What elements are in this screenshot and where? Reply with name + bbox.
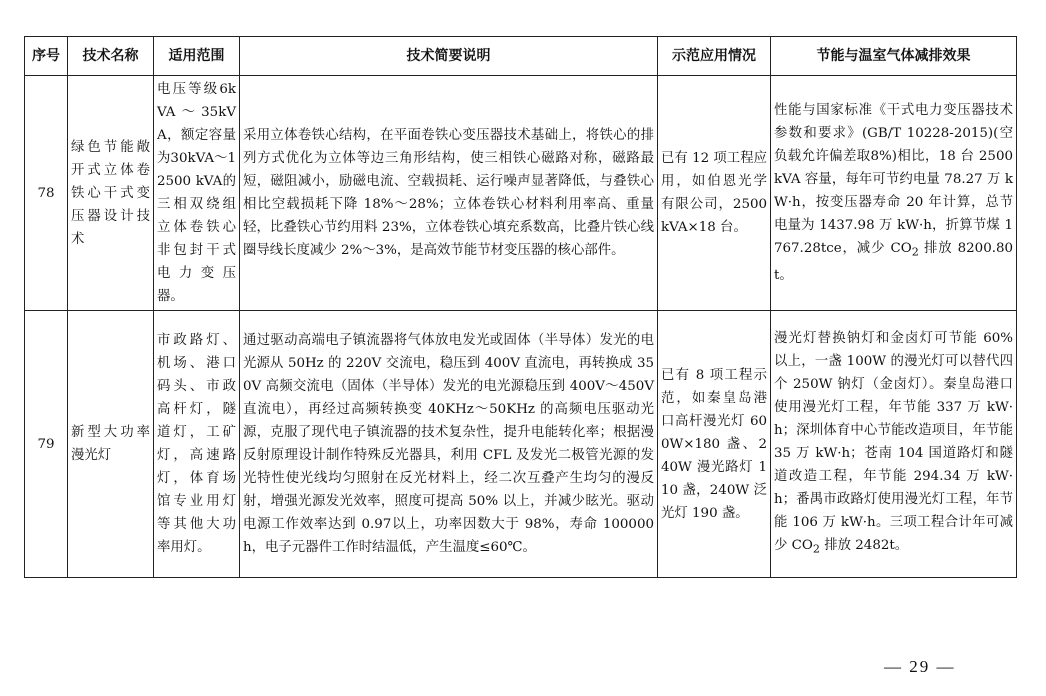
table-row — [25, 311, 1017, 578]
co2-subscript: 2 — [911, 245, 919, 259]
technology-table — [24, 36, 1017, 578]
header-no: 序号 — [25, 37, 68, 76]
row-no: 78 — [25, 76, 68, 311]
header-desc: 技术简要说明 — [240, 37, 658, 76]
row-effect — [771, 76, 1017, 311]
row-effect — [771, 311, 1017, 578]
row-name: 新型大功率漫光灯 — [68, 311, 154, 578]
row-demo: 已有 12 项工程应用，如伯恩光学有限公司，2500kVA×18 台。 — [658, 76, 771, 311]
effect-text-end: 排放 8200.80t。 — [774, 241, 1014, 283]
header-name: 技术名称 — [68, 37, 154, 76]
effect-text: 性能与国家标准《干式电力变压器技术参数和要求》(GB/T 10228-2015)(空负载允许偏差取8%)相比，18 台 2500kVA 容量，每年可节约电量 78.27 万 kW·h，按变压器寿命 20 年计算，总节电量为 1437.98 万 kW·h，折算节煤 1767.28tce，减少 CO — [774, 103, 1013, 257]
header-demo: 示范应用情况 — [658, 37, 771, 76]
header-effect: 节能与温室气体减排效果 — [771, 37, 1017, 76]
row-name: 绿色节能敞开式立体卷铁心干式变压器设计技术 — [68, 76, 154, 311]
effect-text-end: 排放 2482t。 — [819, 538, 909, 554]
effect-text: 漫光灯替换钠灯和金卤灯可节能 60% 以上，一盏 100W 的漫光灯可以替代四个 250W 钠灯（金卤灯）。秦皇岛港口使用漫光灯工程，年节能 337 万 kW·h；深圳体育中心节能改造项目，年节能 35 万 kW·h；苍南 104 国道路灯和隧道改造工程，年节能 294.34 万 kW·h；番禺市政路灯使用漫光灯工程，年节能 106 万 kW·h。三项工程合计年可减少 CO — [774, 331, 1013, 554]
header-scope: 适用范围 — [154, 37, 240, 76]
page-number: — 29 — — [884, 657, 956, 676]
row-scope: 市政路灯、机场、港口码头、市政高杆灯，隧道灯，工矿灯，高速路灯，体育场馆专业用灯等其他大功率用灯。 — [154, 311, 240, 578]
table-row — [25, 76, 1017, 311]
row-scope: 电压等级6kVA～35kVA，额定容量为30kVA～12500 kVA的三相双绕组立体卷铁心非包封干式电力变压器。 — [154, 76, 240, 311]
row-no: 79 — [25, 311, 68, 578]
row-desc: 通过驱动高端电子镇流器将气体放电发光或固体（半导体）发光的电光源从 50Hz 的 220V 交流电，稳压到 400V 直流电，再转换成 350V 高频交流电（固体（半导体）发光的电光源稳压到 400V～450V 直流电），再经过高频转换变 40KHz～50KHz 的高频电压驱动光源，克服了现代电子镇流器的技术复杂性，提升电能转化率；根据漫反射原理设计制作特殊反光器具，利用 CFL 及发光二极管光源的发光特性使光线均匀照射在反光材料上，经二次互叠产生均匀的漫反射，增强光源发光效率，照度可提高 50% 以上，并减少眩光。驱动电源工作效率达到 0.97以上，功率因数大于 98%，寿命 100000h，电子元器件工作时结温低，产生温度≤60℃。 — [240, 311, 658, 578]
co2-subscript: 2 — [812, 542, 820, 556]
table-header-row — [25, 37, 1017, 76]
row-desc: 采用立体卷铁心结构，在平面卷铁心变压器技术基础上，将铁心的排列方式优化为立体等边三角形结构，使三相铁心磁路对称，磁路最短，磁阻减小，励磁电流、空载损耗、运行噪声显著降低，与叠铁心相比空载损耗下降 18%～28%；立体卷铁心材料利用率高、重量轻，比叠铁心节约用料 23%，立体卷铁心填充系数高，比叠片铁心线圈导线长度减少 2%～3%，是高效节能节材变压器的核心部件。 — [240, 76, 658, 311]
row-demo: 已有 8 项工程示范，如秦皇岛港口高杆漫光灯 600W×180 盏、240W 漫光路灯 110 盏，240W 泛光灯 190 盏。 — [658, 311, 771, 578]
